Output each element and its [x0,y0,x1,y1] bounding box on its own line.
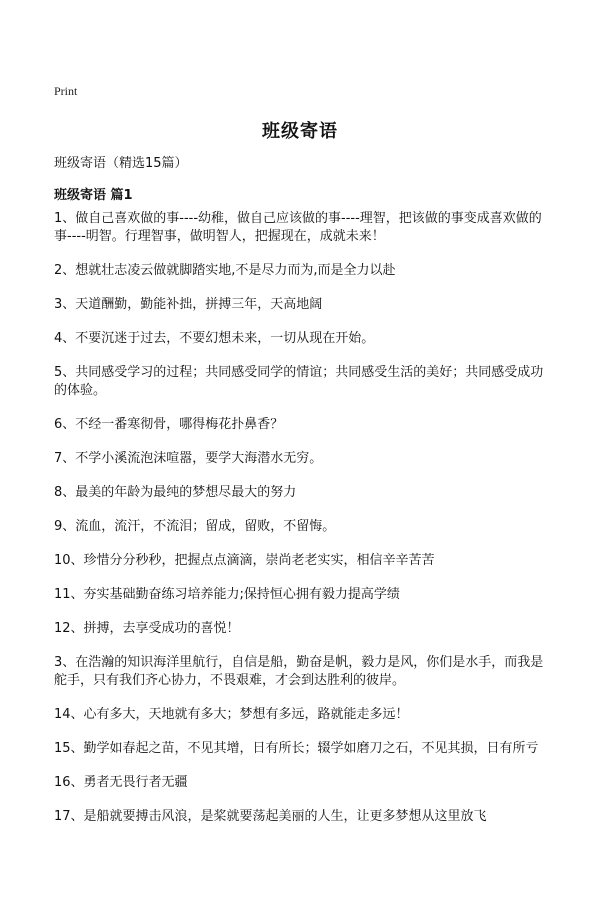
list-item: 4、不要沉迷于过去，不要幻想未来，一切从现在开始。 [54,331,375,346]
print-label: Print [54,84,78,98]
list-item: 7、不学小溪流泡沫喧嚣，要学大海潜水无穷。 [54,451,323,466]
list-item: 1、做自己喜欢做的事----幼稚，做自己应该做的事----理智，把该做的事变成喜欢做的事----明智。行理智事，做明智人，把握现在，成就未来！ [54,211,542,244]
list-item: 14、心有多大，天地就有多大；梦想有多远，路就能走多远！ [54,707,409,722]
list-item: 9、流血，流汗，不流泪；留成，留败，不留悔。 [54,519,336,534]
list-item: 11、夯实基础勤奋练习培养能力;保持恒心拥有毅力提高学绩 [54,587,400,602]
list-item: 8、最美的年龄为最纯的梦想尽最大的努力 [54,485,297,500]
list-item: 6、不经一番寒彻骨，哪得梅花扑鼻香？ [54,417,284,432]
section-heading: 班级寄语 篇1 [54,188,133,203]
list-item: 10、珍惜分分秒秒，把握点点滴滴，崇尚老老实实，相信辛辛苦苦 [54,553,435,568]
list-item: 2、想就壮志凌云做就脚踏实地,不是尽力而为,而是全力以赴 [54,263,396,278]
page-subtitle: 班级寄语（精选15篇） [54,156,188,171]
list-item: 15、勤学如春起之苗，不见其增，日有所长；辍学如磨刀之石，不见其损，日有所亏 [54,741,539,756]
list-item: 3、在浩瀚的知识海洋里航行，自信是船，勤奋是帆，毅力是风，你们是水手，而我是舵手，只有我们齐心协力，不畏艰难，才会到达胜利的彼岸。 [54,655,544,688]
message-list [54,210,546,842]
list-item: 17、是船就要搏击风浪，是桨就要荡起美丽的人生，让更多梦想从这里放飞 [54,809,487,824]
list-item: 3、天道酬勤，勤能补拙，拼搏三年，天高地阔 [54,297,323,312]
list-item: 16、勇者无畏行者无疆 [54,775,188,790]
page-title: 班级寄语 [262,121,338,142]
list-item: 12、拼搏，去享受成功的喜悦！ [54,621,240,636]
list-item: 5、共同感受学习的过程；共同感受同学的情谊；共同感受生活的美好；共同感受成功的体验。 [54,365,544,398]
